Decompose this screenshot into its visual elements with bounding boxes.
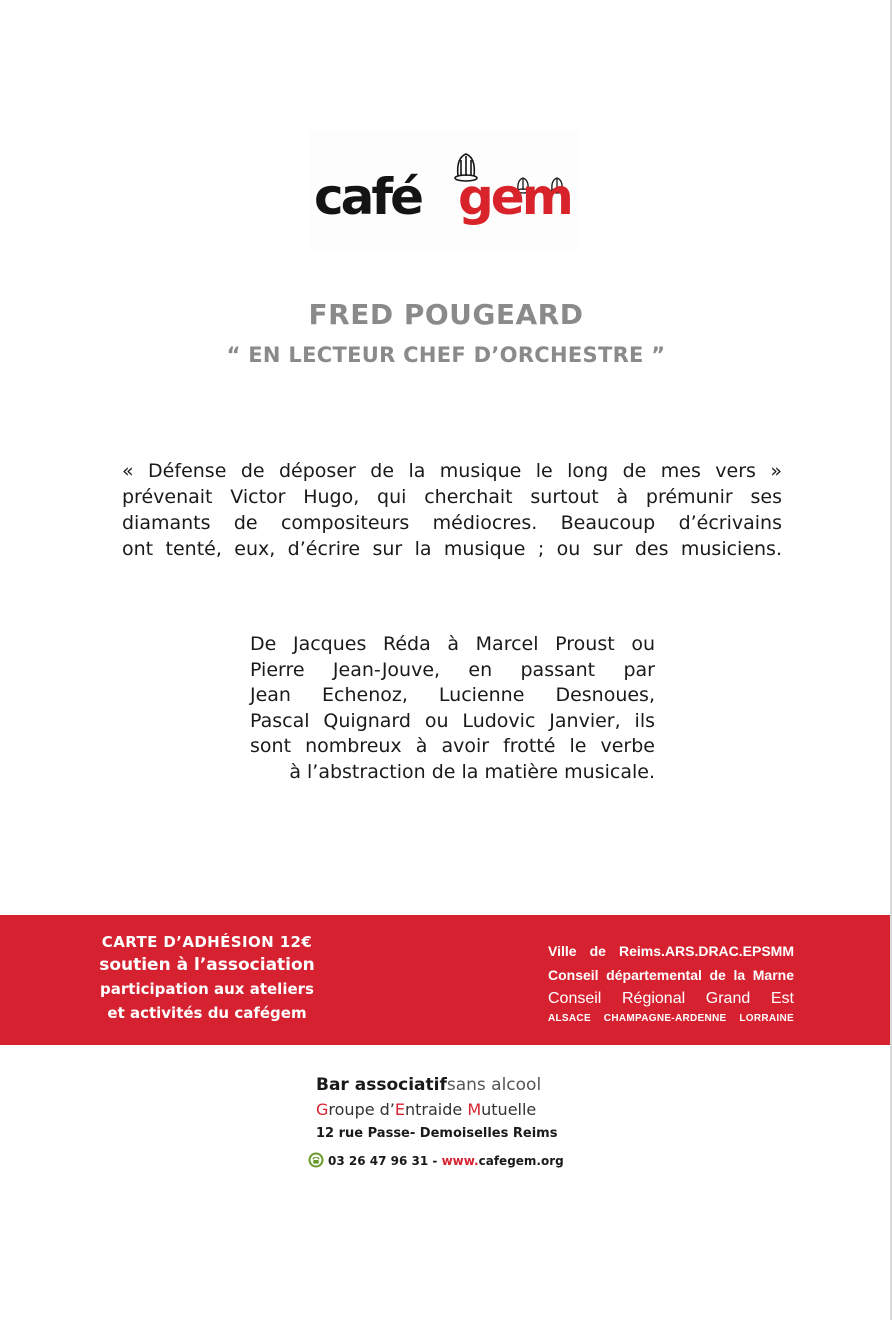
intro-paragraph <box>122 458 782 562</box>
author-name: FRED POUGEARD <box>308 298 584 331</box>
sponsors-list <box>548 939 794 1027</box>
cafegem-logo <box>310 130 580 250</box>
bar-description <box>316 1072 576 1098</box>
body-line: Pascal Quignard ou Ludovic Janvier, ils <box>250 709 655 732</box>
membership-info <box>82 931 332 1025</box>
phone-number: 03 26 47 96 31 <box>328 1154 429 1168</box>
sponsor-line: Ville de Reims.ARS.DRAC.EPSMM <box>548 943 794 959</box>
address: 12 rue Passe- Demoiselles Reims <box>316 1126 558 1141</box>
logo-text-cafe: café <box>314 168 422 226</box>
contact-footer <box>316 1072 576 1176</box>
gem-name: Groupe d’Entraide Mutuelle <box>316 1100 537 1119</box>
intro-line: prévenait Victor Hugo, qui cherchait surtout à prémunir ses <box>122 486 782 508</box>
sponsor-line: Conseil Régional Grand Est <box>548 990 794 1007</box>
website-link[interactable]: www.cafegem.org <box>441 1154 564 1168</box>
bar-bold: Bar associatif <box>316 1075 447 1095</box>
body-line: De Jacques Réda à Marcel Proust ou <box>250 633 655 655</box>
membership-activities: et activités du cafégem <box>107 1004 307 1022</box>
body-paragraph <box>250 632 655 785</box>
phone-icon <box>308 1152 324 1168</box>
membership-workshops: participation aux ateliers <box>100 980 314 998</box>
intro-line: « Défense de déposer de la musique le long de mes vers » <box>122 460 782 482</box>
bar-light: sans alcool <box>446 1075 542 1095</box>
intro-line: ont tenté, eux, d’écrire sur la musique ; ou sur des musiciens. <box>122 538 782 560</box>
contact-line: 03 26 47 96 31 - www.cafegem.org <box>308 1146 576 1176</box>
membership-support: soutien à l’association <box>99 955 315 975</box>
sponsor-line: Conseil départemental de la Marne <box>548 967 794 983</box>
logo-text-gem: gem <box>458 168 571 226</box>
body-line: Jean Echenoz, Lucienne Desnoues, <box>250 684 655 706</box>
event-subtitle: “ EN LECTEUR CHEF D’ORCHESTRE ” <box>226 343 666 367</box>
membership-card-price: CARTE D’ADHÉSION 12€ <box>101 933 313 951</box>
body-line: à l’abstraction de la matière musicale. <box>289 760 655 783</box>
membership-band <box>0 915 890 1045</box>
sponsor-line: ALSACE CHAMPAGNE-ARDENNE LORRAINE <box>548 1013 794 1024</box>
body-line: sont nombreux à avoir frotté le verbe <box>250 735 655 757</box>
body-line: Pierre Jean-Jouve, en passant par <box>250 658 655 681</box>
intro-line: diamants de compositeurs médiocres. Beaucoup d’écrivains <box>122 512 782 534</box>
